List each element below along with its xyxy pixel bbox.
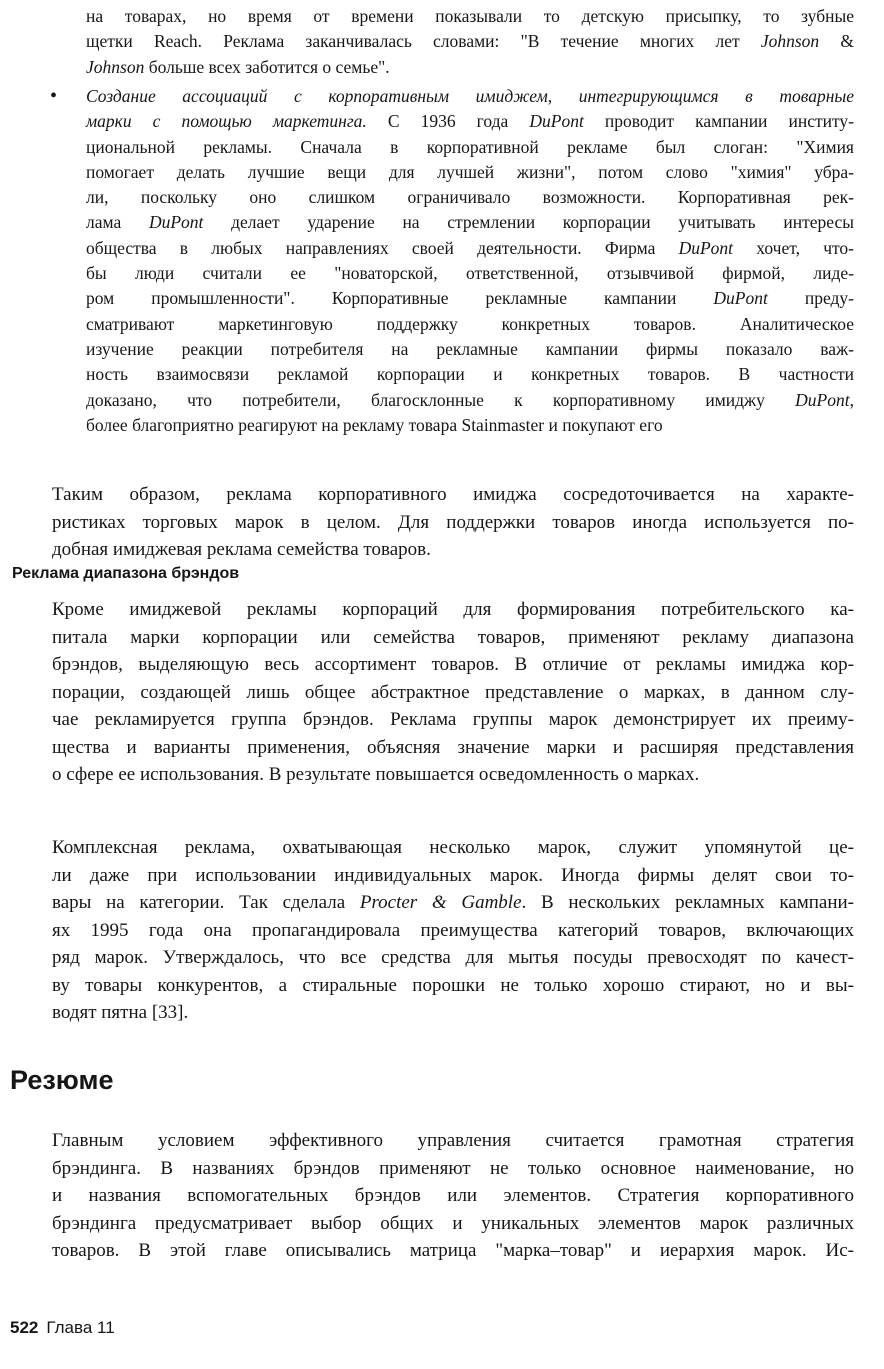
text-line: доказано, что потребители, благосклонные к корпоративному имиджу DuPont,	[86, 389, 854, 410]
text-line: ром промышленности". Корпоративные рекламные кампании DuPont преду-	[86, 288, 855, 309]
text-line: Кроме имиджевой рекламы корпораций для формирования потребительского ка-	[52, 599, 854, 620]
text-line: питала марки корпорации или семейства товаров, применяют рекламу диапазона	[52, 626, 854, 648]
paragraph-resume	[16, 1127, 854, 1265]
bullet-continuation	[86, 4, 854, 80]
page-footer	[10, 1318, 115, 1338]
text-line: брэндинга предусматривает выбор общих и уникальных элементов марок различных	[52, 1212, 854, 1234]
paragraph-brand-range-2	[16, 834, 854, 1027]
text-line: брэндинга. В названиях брэндов применяют не только основное наименование, но	[52, 1157, 854, 1179]
text-line: ли, поскольку оно слишком ограничивало возможности. Корпоративная рек-	[86, 187, 854, 208]
text-line: щетки Reach. Реклама заканчивалась словами: "В течение многих лет Johnson &	[86, 31, 854, 52]
text-line: ристиках торговых марок в целом. Для поддержки товаров иногда используется по-	[52, 511, 854, 533]
text-line: бы люди считали ее "новаторской, ответственной, отзывчивой фирмой, лиде-	[86, 263, 854, 284]
text-line: ях 1995 года она пропагандировала преимущества категорий товаров, включающих	[52, 919, 854, 941]
subsection-heading: Реклама диапазона брэндов	[12, 565, 240, 582]
text-line: ли даже при использовании индивидуальных марок. Иногда фирмы делят свои то-	[52, 864, 854, 886]
text-line: Создание ассоциаций с корпоративным имиджем, интегрирующимся в товарные	[86, 86, 854, 106]
text-line: ряд марок. Утверждалось, что все средства для мытья посуды превосходят по качест-	[52, 947, 854, 968]
text-line: Главным условием эффективного управления считается грамотная стратегия	[52, 1130, 854, 1151]
text-line: на товарах, но время от времени показывали то детскую присыпку, то зубные	[86, 6, 854, 26]
paragraph-brand-range-1	[16, 596, 854, 789]
text-line: брэндов, выделяющую весь ассортимент товаров. В отличие от рекламы имиджа кор-	[52, 654, 854, 675]
bullet-item-corporate-image	[50, 84, 855, 438]
bullet-marker: •	[50, 85, 58, 107]
text-line: щества и варианты применения, объясняя значение марки и расширяя представления	[52, 736, 854, 758]
text-line: Johnson больше всех заботится о семье".	[86, 56, 390, 77]
paragraph-summary-image	[16, 481, 854, 564]
text-line: порации, создающей лишь общее абстрактное представление о марках, в данном слу-	[52, 681, 854, 703]
text-line: общества в любых направлениях своей деятельности. Фирма DuPont хочет, что-	[86, 237, 854, 258]
text-line: чае рекламируется группа брэндов. Реклама группы марок демонстрирует их преиму-	[52, 709, 854, 730]
text-line: более благоприятно реагируют на рекламу товара Stainmaster и покупают его	[86, 414, 663, 435]
text-line: ву товары конкурентов, а стиральные порошки не только хорошо стирают, но и вы-	[52, 974, 854, 996]
text-line: сматривают маркетинговую поддержку конкретных товаров. Аналитическое	[86, 313, 854, 334]
section-heading: Резюме	[10, 1065, 114, 1095]
text-line: Таким образом, реклама корпоративного имиджа сосредоточивается на характе-	[52, 484, 854, 505]
text-line: циональной рекламы. Сначала в корпоративной рекламе был слоган: "Химия	[86, 136, 854, 157]
text-line: водят пятна [33].	[52, 1002, 189, 1023]
text-line: изучение реакции потребителя на рекламные кампании фирмы показало важ-	[86, 338, 854, 359]
text-line: марки с помощью маркетинга. С 1936 года DuPont проводит кампании институ-	[86, 111, 854, 132]
text-line: товаров. В этой главе описывались матрица "марка–товар" и иерархия марок. Ис-	[52, 1240, 854, 1261]
text-line: о сфере ее использования. В результате повышается осведомленность о марках.	[52, 764, 700, 785]
text-line: ность взаимосвязи рекламой корпорации и конкретных товаров. В частности	[86, 364, 854, 385]
chapter-label: Глава 11	[46, 1318, 115, 1337]
text-line: вары на категории. Так сделала Procter & Gamble. В нескольких рекламных кампани-	[52, 892, 855, 913]
text-line: помогает делать лучшие вещи для лучшей жизни", потом слово "химия" убра-	[86, 161, 854, 182]
text-line: добная имиджевая реклама семейства товаров.	[52, 539, 431, 560]
text-line: Комплексная реклама, охватывающая несколько марок, служит упомянутой це-	[52, 837, 854, 858]
page-number: 522	[10, 1318, 39, 1337]
text-line: и названия вспомогательных брэндов или элементов. Стратегия корпоративного	[52, 1185, 854, 1206]
text-line: лама DuPont делает ударение на стремлении корпорации учитывать интересы	[86, 212, 854, 233]
